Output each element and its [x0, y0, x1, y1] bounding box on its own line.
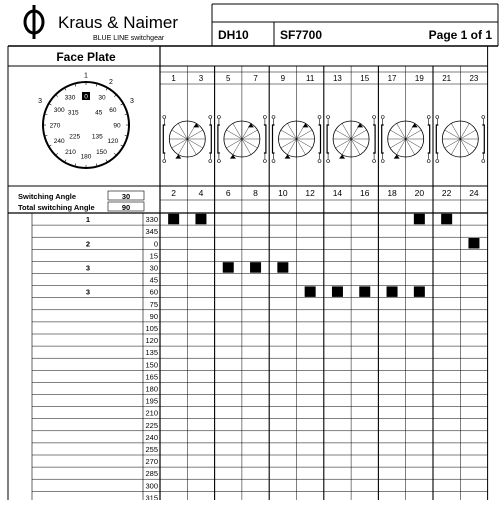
contact-number-bottom: 14 — [332, 188, 343, 198]
face-plate-title: Face Plate — [56, 50, 116, 64]
angle-value: 30 — [149, 263, 158, 273]
closed-contact-mark — [414, 214, 425, 225]
dial-label: 135 — [91, 133, 103, 141]
switch-row — [145, 397, 158, 406]
angle-value: 75 — [149, 299, 158, 309]
angle-value: 240 — [145, 432, 158, 442]
contact-number-bottom: 2 — [171, 188, 177, 198]
angle-value: 165 — [145, 372, 158, 382]
switch-row — [150, 300, 158, 309]
contact-number-top: 13 — [332, 74, 342, 83]
angle-value: 105 — [145, 324, 158, 333]
total-switching-angle-value: 90 — [121, 203, 131, 212]
angle-value: 225 — [145, 420, 158, 430]
dial-label: 30 — [98, 94, 106, 102]
angle-value: 120 — [145, 336, 158, 346]
dial-label: 3 — [129, 98, 134, 106]
switch-row — [145, 481, 158, 490]
contact-number-bottom: 22 — [441, 188, 452, 198]
switch-row — [150, 251, 158, 260]
angle-value: 315 — [145, 493, 158, 500]
contact-number-bottom: 6 — [225, 188, 231, 198]
closed-contact-mark — [305, 286, 316, 297]
switch-row — [145, 493, 158, 500]
angle-value: 285 — [145, 469, 158, 479]
contact-number-top: 11 — [305, 74, 315, 83]
angle-value: 210 — [145, 408, 158, 418]
switch-row — [145, 348, 158, 357]
switch-row — [145, 385, 158, 394]
angle-value: 270 — [145, 457, 158, 467]
angle-value: 60 — [149, 287, 158, 297]
contact-number-top: 19 — [414, 74, 424, 83]
contact-number-bottom: 12 — [305, 188, 315, 198]
series-code: DH10 — [218, 28, 249, 42]
dial-index-label: 0 — [84, 93, 88, 101]
closed-contact-mark — [195, 214, 206, 225]
dial-label: 270 — [49, 122, 61, 130]
closed-contact-mark — [332, 286, 343, 297]
switch-row — [145, 457, 158, 466]
closed-contact-mark — [277, 262, 288, 273]
dial-label: 3 — [38, 98, 43, 106]
angle-value: 195 — [145, 396, 158, 406]
switch-row — [145, 360, 158, 369]
page-indicator: Page 1 of 1 — [428, 28, 492, 42]
position-number: 3 — [85, 287, 91, 297]
contact-number-top: 15 — [360, 74, 370, 83]
switch-row — [145, 336, 158, 345]
contact-number-bottom: 16 — [360, 188, 370, 198]
angle-value: 180 — [145, 384, 158, 394]
contact-number-top: 23 — [469, 74, 479, 83]
contact-number-bottom: 10 — [278, 188, 288, 198]
brand-name: Kraus & Naimer — [58, 13, 178, 32]
closed-contact-mark — [223, 262, 234, 273]
contact-number-top: 21 — [442, 74, 452, 83]
switch-row — [145, 445, 158, 454]
closed-contact-mark — [414, 286, 425, 297]
closed-contact-mark — [468, 238, 479, 249]
brand-tagline: BLUE LINE switchgear — [93, 35, 165, 42]
contact-number-bottom: 20 — [414, 188, 425, 198]
switch-row — [145, 433, 158, 442]
position-number: 3 — [85, 263, 91, 273]
angle-value: 255 — [145, 445, 158, 454]
contact-number-top: 17 — [387, 74, 397, 83]
part-number: SF7700 — [280, 28, 323, 42]
contact-number-top: 5 — [226, 74, 231, 83]
closed-contact-mark — [387, 286, 398, 297]
angle-value: 15 — [149, 251, 158, 261]
dial-label: 240 — [53, 137, 65, 145]
position-number: 2 — [85, 239, 91, 249]
contact-number-top: 1 — [171, 74, 176, 83]
switch-row — [145, 372, 158, 381]
dial-label: 60 — [109, 106, 117, 114]
closed-contact-mark — [359, 286, 370, 297]
dial-label: 90 — [113, 122, 121, 130]
angle-value: 345 — [145, 227, 158, 237]
dial-label: 45 — [95, 109, 103, 117]
dial-label: 2 — [109, 79, 113, 87]
contact-number-bottom: 8 — [253, 188, 258, 198]
contact-number-bottom: 24 — [469, 188, 479, 198]
dial-label: 330 — [64, 94, 76, 102]
dial-label: 300 — [53, 106, 65, 114]
switch-row — [145, 324, 158, 333]
contact-number-top: 9 — [280, 74, 286, 83]
closed-contact-mark — [250, 262, 261, 273]
angle-value: 330 — [145, 215, 158, 225]
dial-label: 210 — [65, 149, 76, 157]
switch-row — [145, 409, 158, 418]
angle-value: 300 — [145, 481, 158, 491]
angle-value: 90 — [149, 311, 158, 321]
switch-row — [145, 421, 158, 430]
closed-contact-mark — [441, 214, 452, 225]
dial-label: 120 — [107, 137, 119, 145]
contact-number-bottom: 18 — [387, 188, 397, 198]
switch-row — [145, 469, 158, 478]
angle-value: 150 — [145, 360, 158, 370]
contact-number-top: 3 — [198, 74, 204, 83]
dial-label: 315 — [67, 109, 79, 117]
closed-contact-mark — [168, 214, 179, 225]
contact-number-top: 7 — [253, 74, 258, 83]
dial-label: 225 — [69, 133, 81, 141]
switch-row — [145, 227, 158, 236]
angle-value: 45 — [149, 275, 158, 285]
dial-label: 1 — [84, 72, 88, 80]
switch-row — [150, 312, 158, 321]
angle-value: 0 — [153, 239, 158, 249]
angle-value: 135 — [145, 348, 158, 358]
position-number: 1 — [85, 215, 91, 225]
total-switching-angle-label: Total switching Angle — [18, 203, 95, 212]
contact-number-bottom: 4 — [198, 188, 204, 198]
switch-row — [150, 276, 158, 285]
dial-label: 180 — [80, 153, 92, 161]
dial-label: 150 — [96, 149, 107, 157]
switching-angle-value: 30 — [121, 192, 131, 201]
switching-angle-label: Switching Angle — [18, 192, 77, 201]
